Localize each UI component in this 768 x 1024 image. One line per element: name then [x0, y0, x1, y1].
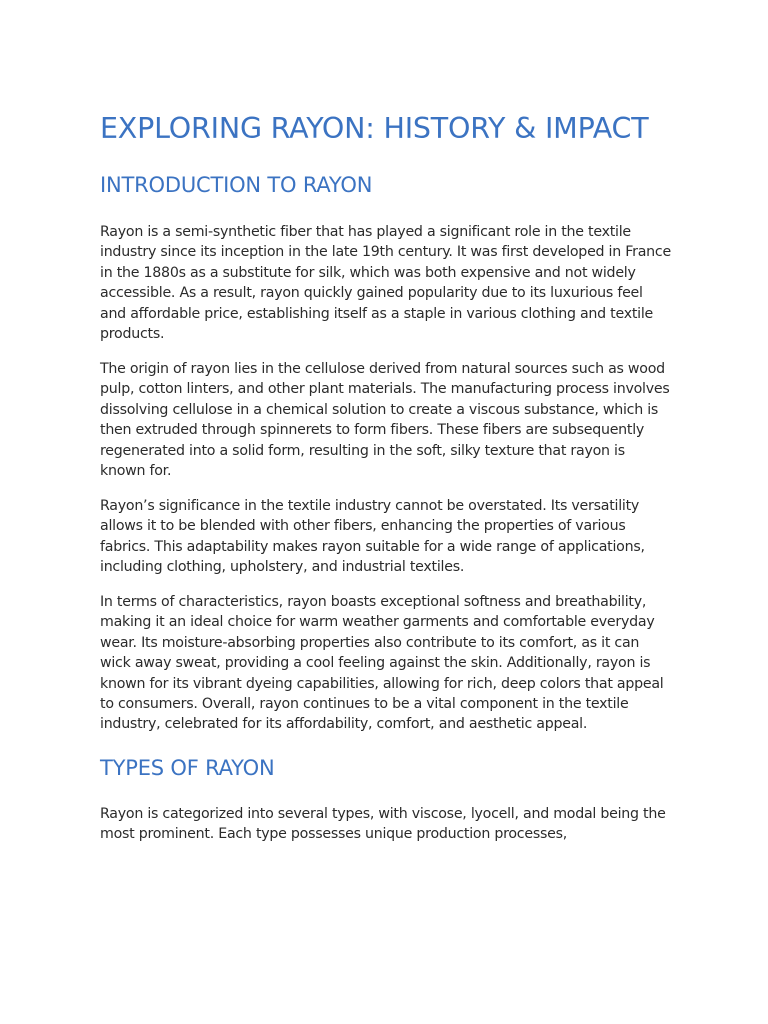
document-body: [100, 108, 672, 845]
paragraph: In terms of characteristics, rayon boasts exceptional softness and breathability, making it an ideal choice for warm weather garments and comfortable everyday wear. Its moisture-absorbing properties also contribute to its comfort, as it can wick away sweat, providing a cool feeling against the skin. Additionally, rayon is known for its vibrant dyeing capabilities, allowing for rich, deep colors that appeal to consumers. Overall, rayon continues to be a vital component in the textile industry, celebrated for its affordability, comfort, and aesthetic appeal.: [100, 594, 664, 733]
paragraph: Rayon is a semi-synthetic fiber that has played a significant role in the textile industry since its inception in the late 19th century. It was first developed in France in the 1880s as a substitute for silk, which was both expensive and not widely accessible. As a result, rayon quickly gained popularity due to its luxurious feel and affordable price, establishing itself as a staple in various clothing and textile products.: [100, 224, 671, 343]
paragraph: The origin of rayon lies in the cellulose derived from natural sources such as wood pulp, cotton linters, and other plant materials. The manufacturing process involves dissolving cellulose in a chemical solution to create a viscous substance, which is then extruded through spinnerets to form fibers. These fibers are subsequently regenerated into a solid form, resulting in the soft, silky texture that rayon is known for.: [100, 360, 670, 479]
paragraph: Rayon’s significance in the textile industry cannot be overstated. Its versatility allows it to be blended with other fibers, enhancing the properties of various fabrics. This adaptability makes rayon suitable for a wide range of applications, including clothing, upholstery, and industrial textiles.: [100, 497, 645, 576]
paragraph: Rayon is categorized into several types, with viscose, lyocell, and modal being the most prominent. Each type possesses unique production processes,: [100, 805, 666, 843]
section-heading-types: TYPES OF RAYON: [100, 755, 275, 780]
document-title: EXPLORING RAYON: HISTORY & IMPACT: [100, 112, 649, 145]
section-heading-introduction: INTRODUCTION TO RAYON: [100, 173, 373, 197]
